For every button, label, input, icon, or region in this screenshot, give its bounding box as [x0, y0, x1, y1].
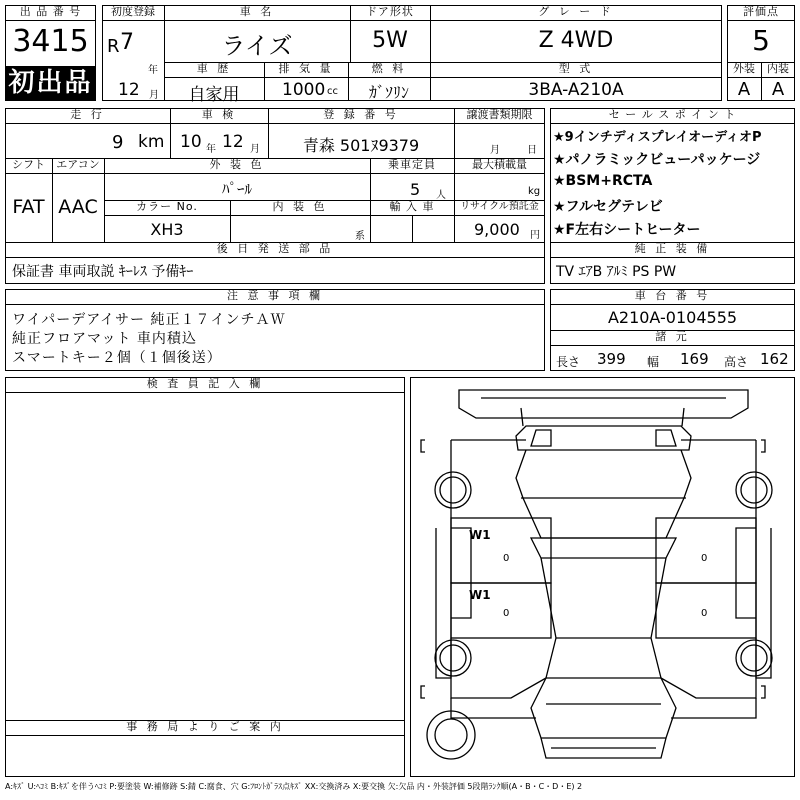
lot-no-label: 出 品 番 号	[19, 5, 82, 18]
fuel-value: ｶﾞｿﾘﾝ	[368, 83, 409, 102]
recycle-unit: 円	[530, 230, 540, 241]
exterior-grade: A	[737, 79, 751, 100]
sales-point-2: ★パノラミックビューパッケージ	[553, 152, 761, 168]
width-label: 幅	[647, 355, 660, 369]
first-listing-badge: 初出品	[6, 66, 95, 100]
sales-point-3: ★BSM+RCTA	[553, 173, 653, 189]
interior-label: 内装	[767, 62, 789, 75]
model-label: 型 式	[558, 62, 594, 75]
inspection-year: 10	[180, 132, 202, 152]
load-unit: kg	[528, 186, 541, 197]
capacity-value: 5	[410, 180, 421, 199]
ext-color-label: 外 装 色	[209, 158, 265, 171]
transfer-label: 譲渡書類期限	[466, 108, 533, 121]
damage-mark-rear-left-door: W1	[469, 588, 491, 602]
grade-label: グ レ ー ド	[538, 5, 614, 18]
transfer-day-unit: 日	[527, 145, 537, 156]
zero-mark-4: 0	[701, 608, 708, 619]
sales-point-5: ★F左右シートヒーター	[553, 222, 701, 238]
height-label: 高さ	[724, 355, 749, 369]
reg-year: 7	[120, 30, 134, 55]
notes-line-1: ワイパーデアイサー 純正１７インチＡＷ	[12, 312, 286, 328]
later-parts-value: 保証書 車両取説 ｷｰﾚｽ 予備ｷｰ	[12, 264, 194, 280]
score-label: 評価点	[743, 5, 779, 18]
ac-value: AAC	[58, 196, 98, 218]
width-value: 169	[680, 350, 709, 368]
int-color-unit: 系	[355, 231, 365, 242]
displacement-unit: cc	[327, 86, 338, 97]
color-no-label: カラー No.	[136, 200, 198, 213]
later-parts-label: 後 日 発 送 部 品	[216, 242, 334, 255]
capacity-unit: 人	[436, 190, 446, 201]
zero-mark-1: 0	[503, 553, 510, 564]
equipment-value: TV ｴｱB ｱﾙﾐ PS PW	[556, 264, 677, 280]
height-value: 162	[760, 350, 789, 368]
ac-label: エアコン	[56, 158, 100, 171]
sales-points-label: セ ー ル ス ポ イ ン ト	[608, 108, 737, 121]
color-no-value: XH3	[150, 220, 184, 239]
history-value: 自家用	[188, 85, 240, 105]
sales-point-4: ★フルセグテレビ	[553, 199, 663, 215]
zero-mark-2: 0	[503, 608, 510, 619]
history-label: 車 歴	[196, 62, 232, 75]
plate-value: 青森 501ﾇ9379	[302, 136, 420, 155]
first-reg-label: 初度登録	[111, 5, 155, 18]
displacement-value: 1000	[282, 80, 326, 100]
int-color-label: 内 装 色	[272, 200, 328, 213]
length-value: 399	[597, 350, 626, 368]
interior-grade: A	[771, 79, 785, 100]
sales-point-1: ★9インチディスプレイオーディオP	[553, 130, 762, 145]
exterior-label: 外装	[733, 62, 755, 75]
inspector-label: 検 査 員 記 入 欄	[146, 377, 264, 390]
recycle-label: リサイクル預託金	[460, 201, 539, 212]
load-label: 最大積載量	[472, 158, 527, 171]
displacement-label: 排 気 量	[278, 62, 334, 75]
inspection-label: 車 検	[201, 108, 237, 121]
length-label: 長さ	[556, 355, 581, 369]
inspection-month-unit: 月	[250, 144, 260, 155]
equipment-label: 純 正 装 備	[634, 242, 711, 255]
specs-label: 諸 元	[655, 330, 690, 343]
lot-no: 3415	[12, 24, 89, 59]
reg-year-unit: 年	[148, 65, 158, 76]
fuel-label: 燃 料	[371, 62, 407, 75]
grade-value: Z 4WD	[538, 28, 614, 53]
reg-month: 12	[118, 80, 140, 100]
inspection-month: 12	[222, 132, 244, 152]
era-letter: R	[107, 36, 120, 57]
ext-color-value: ﾊﾟｰﾙ	[221, 180, 252, 198]
reg-month-unit: 月	[149, 90, 159, 101]
shift-value: FAT	[12, 196, 45, 218]
damage-diagram	[410, 377, 795, 777]
score-value: 5	[752, 24, 770, 57]
model-value: 3BA-A210A	[528, 80, 624, 100]
recycle-value: 9,000	[474, 220, 520, 239]
inspection-year-unit: 年	[206, 144, 216, 155]
car-outline	[411, 378, 796, 778]
door-value: 5W	[372, 28, 408, 53]
door-label: ドア形状	[366, 5, 414, 18]
notes-line-2: 純正フロアマット 車内積込	[12, 331, 197, 347]
chassis-value: A210A-0104555	[607, 308, 738, 327]
legend-text: A:ｷｽﾞ U:ﾍｺﾐ B:ｷｽﾞを伴うﾍｺﾐ P:要塗装 W:補修跡 S:錆 C:腐食、穴 G:ﾌﾛﾝﾄｶﾞﾗｽ点ｷｽﾞ XX:交換済み X:要交換 欠:欠品 内・外装評価 5段階ﾗﾝｸ順(A・B・C・D・E) 2	[5, 782, 583, 791]
office-label: 事 務 局 よ り ご 案 内	[126, 720, 284, 733]
capacity-label: 乗車定員	[388, 158, 436, 171]
shift-label: シフト	[12, 158, 45, 171]
chassis-label: 車 台 番 号	[634, 289, 711, 302]
mileage-unit: km	[138, 132, 165, 152]
transfer-month-unit: 月	[490, 145, 500, 156]
notes-line-3: スマートキー２個（１個後送）	[12, 350, 222, 366]
car-name-label: 車 名	[239, 5, 275, 18]
mileage-label: 走 行	[70, 108, 105, 121]
import-label: 輸 入 車	[389, 200, 435, 213]
mileage-value: 9	[112, 132, 124, 153]
damage-mark-front-left-door: W1	[469, 528, 491, 542]
plate-label: 登 録 番 号	[323, 108, 399, 121]
zero-mark-3: 0	[701, 553, 708, 564]
car-name: ライズ	[221, 32, 293, 60]
notes-label: 注 意 事 項 欄	[227, 289, 323, 302]
